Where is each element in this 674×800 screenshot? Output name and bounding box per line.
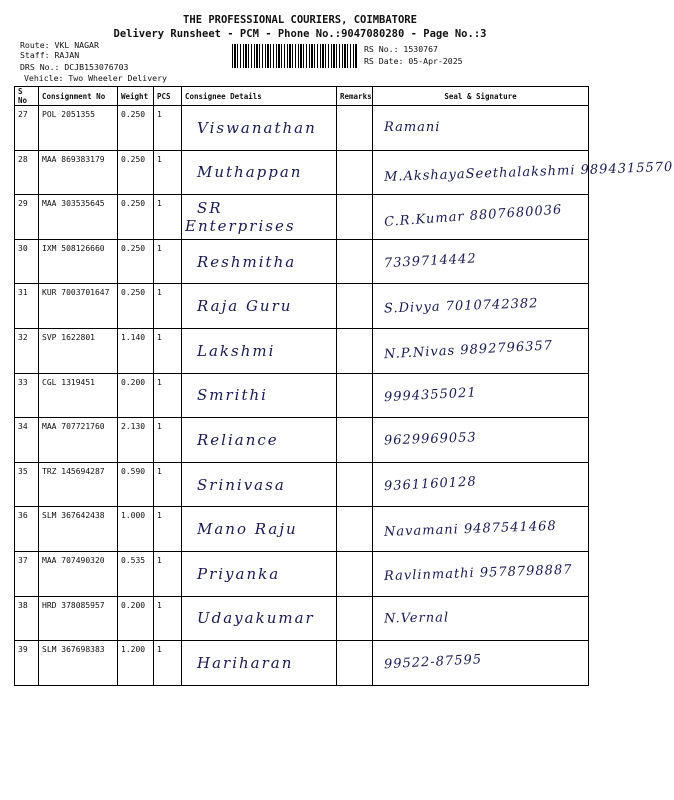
consignee-handwriting: Hariharan bbox=[197, 653, 294, 672]
row-consignment-no: IXM 508126660 bbox=[39, 239, 118, 284]
col-header-signature: Seal & Signature bbox=[373, 87, 589, 106]
consignee-handwriting: Reshmitha bbox=[197, 252, 297, 271]
table-row bbox=[15, 551, 589, 596]
table-row bbox=[15, 596, 589, 641]
row-consignee bbox=[182, 284, 337, 329]
row-consignment-no: SLM 367642438 bbox=[39, 507, 118, 552]
col-header-remarks: Remarks bbox=[337, 87, 373, 106]
row-consignment-no: MAA 707721760 bbox=[39, 418, 118, 463]
row-remarks bbox=[337, 596, 373, 641]
row-consignee bbox=[182, 462, 337, 507]
row-pcs: 1 bbox=[154, 641, 182, 686]
rs-number: RS No.: 1530767 bbox=[364, 44, 438, 54]
table-row bbox=[15, 507, 589, 552]
signature-handwriting: M.AkshayaSeethalakshmi 9894315570 bbox=[383, 159, 674, 185]
signature-handwriting: N.P.Nivas 9892796357 bbox=[383, 338, 554, 363]
consignee-handwriting: Udayakumar bbox=[197, 609, 315, 628]
signature-handwriting: N.Vernal bbox=[383, 610, 450, 627]
signature-handwriting: 99522-87595 bbox=[383, 652, 483, 673]
row-signature bbox=[373, 551, 589, 596]
signature-handwriting: Navamani 9487541468 bbox=[383, 518, 557, 540]
table-row bbox=[15, 641, 589, 686]
signature-handwriting: C.R.Kumar 8807680036 bbox=[383, 202, 563, 231]
row-remarks bbox=[337, 507, 373, 552]
consignee-handwriting: Viswanathan bbox=[197, 118, 317, 137]
row-consignment-no: MAA 869383179 bbox=[39, 150, 118, 195]
row-remarks bbox=[337, 150, 373, 195]
row-signature bbox=[373, 150, 674, 195]
table-row bbox=[15, 239, 589, 284]
row-sno: 27 bbox=[15, 106, 39, 151]
table-body bbox=[15, 106, 674, 686]
row-sno: 30 bbox=[15, 239, 39, 284]
consignee-handwriting: Muthappan bbox=[197, 163, 303, 182]
row-consignee bbox=[182, 641, 337, 686]
row-remarks bbox=[337, 195, 373, 240]
consignee-handwriting: Priyanka bbox=[197, 564, 281, 583]
row-signature bbox=[373, 507, 589, 552]
staff-label: Staff: RAJAN bbox=[20, 50, 80, 60]
consignee-handwriting: Lakshmi bbox=[197, 341, 276, 360]
runsheet-table bbox=[14, 86, 674, 686]
row-sno: 39 bbox=[15, 641, 39, 686]
table-row bbox=[15, 418, 589, 463]
row-weight: 0.250 bbox=[118, 106, 154, 151]
row-remarks bbox=[337, 373, 373, 418]
col-header-consignment: Consignment No bbox=[39, 87, 118, 106]
document-subtitle: Delivery Runsheet - PCM - Phone No.:9047080280 - Page No.:3 bbox=[113, 28, 487, 40]
row-sno: 33 bbox=[15, 373, 39, 418]
consignee-handwriting: Raja Guru bbox=[197, 297, 293, 316]
row-pcs: 1 bbox=[154, 195, 182, 240]
row-weight: 1.000 bbox=[118, 507, 154, 552]
row-signature bbox=[373, 239, 589, 284]
row-consignment-no: SVP 1622801 bbox=[39, 328, 118, 373]
row-pcs: 1 bbox=[154, 150, 182, 195]
row-sno: 31 bbox=[15, 284, 39, 329]
route-label: Route: VKL NAGAR bbox=[20, 40, 99, 50]
signature-handwriting: 7339714442 bbox=[383, 251, 478, 272]
signature-handwriting: Ravlinmathi 9578798887 bbox=[383, 562, 573, 585]
signature-handwriting: 9629969053 bbox=[383, 430, 477, 449]
row-signature bbox=[373, 373, 589, 418]
row-remarks bbox=[337, 328, 373, 373]
barcode bbox=[232, 44, 358, 68]
row-sno: 32 bbox=[15, 328, 39, 373]
row-signature bbox=[373, 462, 589, 507]
table-row bbox=[15, 195, 589, 240]
row-pcs: 1 bbox=[154, 239, 182, 284]
row-pcs: 1 bbox=[154, 596, 182, 641]
col-header-weight: Weight bbox=[118, 87, 154, 106]
table-row bbox=[15, 462, 589, 507]
row-consignment-no: KUR 7003701647 bbox=[39, 284, 118, 329]
table-row bbox=[15, 328, 589, 373]
consignee-handwriting: Mano Raju bbox=[197, 520, 298, 539]
row-signature bbox=[373, 195, 589, 240]
row-weight: 2.130 bbox=[118, 418, 154, 463]
row-sno: 29 bbox=[15, 195, 39, 240]
row-weight: 0.250 bbox=[118, 195, 154, 240]
row-signature bbox=[373, 641, 589, 686]
row-remarks bbox=[337, 551, 373, 596]
vehicle-label: Vehicle: Two Wheeler Delivery bbox=[24, 73, 167, 83]
row-consignee bbox=[182, 596, 337, 641]
row-remarks bbox=[337, 106, 373, 151]
row-consignee bbox=[182, 551, 337, 596]
row-remarks bbox=[337, 284, 373, 329]
consignee-handwriting: Srinivasa bbox=[197, 475, 286, 494]
row-signature bbox=[373, 328, 589, 373]
row-consignee bbox=[182, 328, 337, 373]
consignee-handwriting: Reliance bbox=[197, 430, 279, 449]
row-pcs: 1 bbox=[154, 328, 182, 373]
row-sno: 37 bbox=[15, 551, 39, 596]
row-consignee bbox=[182, 507, 337, 552]
row-remarks bbox=[337, 462, 373, 507]
row-weight: 1.140 bbox=[118, 328, 154, 373]
row-sno: 38 bbox=[15, 596, 39, 641]
row-pcs: 1 bbox=[154, 462, 182, 507]
row-pcs: 1 bbox=[154, 418, 182, 463]
row-pcs: 1 bbox=[154, 551, 182, 596]
table-row bbox=[15, 373, 589, 418]
row-weight: 0.250 bbox=[118, 239, 154, 284]
row-consignment-no: MAA 303535645 bbox=[39, 195, 118, 240]
row-consignment-no: TRZ 145694287 bbox=[39, 462, 118, 507]
col-header-consignee: Consignee Details bbox=[182, 87, 337, 106]
table-header-row bbox=[15, 87, 589, 106]
row-sno: 28 bbox=[15, 150, 39, 195]
col-header-sno: S No bbox=[15, 87, 39, 106]
row-weight: 0.590 bbox=[118, 462, 154, 507]
row-remarks bbox=[337, 418, 373, 463]
row-weight: 0.250 bbox=[118, 284, 154, 329]
consignee-handwriting: SR Enterprises bbox=[185, 198, 296, 235]
row-consignee bbox=[182, 373, 337, 418]
row-consignee bbox=[182, 195, 337, 240]
row-signature bbox=[373, 106, 589, 151]
row-remarks bbox=[337, 239, 373, 284]
row-pcs: 1 bbox=[154, 284, 182, 329]
row-consignment-no: HRD 378085957 bbox=[39, 596, 118, 641]
consignee-handwriting: Smrithi bbox=[197, 386, 268, 405]
row-weight: 0.250 bbox=[118, 150, 154, 195]
table-row bbox=[15, 106, 589, 151]
row-signature bbox=[373, 284, 589, 329]
row-consignee bbox=[182, 418, 337, 463]
row-consignment-no: SLM 367698383 bbox=[39, 641, 118, 686]
row-signature bbox=[373, 596, 589, 641]
row-sno: 36 bbox=[15, 507, 39, 552]
row-consignment-no: POL 2051355 bbox=[39, 106, 118, 151]
row-pcs: 1 bbox=[154, 106, 182, 151]
rs-date: RS Date: 05-Apr-2025 bbox=[364, 56, 463, 66]
row-consignee bbox=[182, 239, 337, 284]
row-sno: 35 bbox=[15, 462, 39, 507]
document-title: THE PROFESSIONAL COURIERS, COIMBATORE bbox=[183, 14, 417, 26]
row-signature bbox=[373, 418, 589, 463]
row-weight: 0.535 bbox=[118, 551, 154, 596]
table-row bbox=[15, 150, 589, 195]
row-consignee bbox=[182, 150, 337, 195]
row-pcs: 1 bbox=[154, 507, 182, 552]
col-header-pcs: PCS bbox=[154, 87, 182, 106]
row-sno: 34 bbox=[15, 418, 39, 463]
row-weight: 0.200 bbox=[118, 596, 154, 641]
signature-handwriting: Ramani bbox=[384, 120, 441, 136]
row-consignee bbox=[182, 106, 337, 151]
row-pcs: 1 bbox=[154, 373, 182, 418]
row-consignment-no: CGL 1319451 bbox=[39, 373, 118, 418]
row-weight: 0.200 bbox=[118, 373, 154, 418]
row-consignment-no: MAA 707490320 bbox=[39, 551, 118, 596]
row-weight: 1.200 bbox=[118, 641, 154, 686]
row-remarks bbox=[337, 641, 373, 686]
table-row bbox=[15, 284, 589, 329]
signature-handwriting: 9994355021 bbox=[383, 385, 478, 406]
signature-handwriting: S.Divya 7010742382 bbox=[383, 295, 539, 317]
signature-handwriting: 9361160128 bbox=[383, 474, 478, 495]
drs-number: DRS No.: DCJB153076703 bbox=[20, 62, 129, 72]
